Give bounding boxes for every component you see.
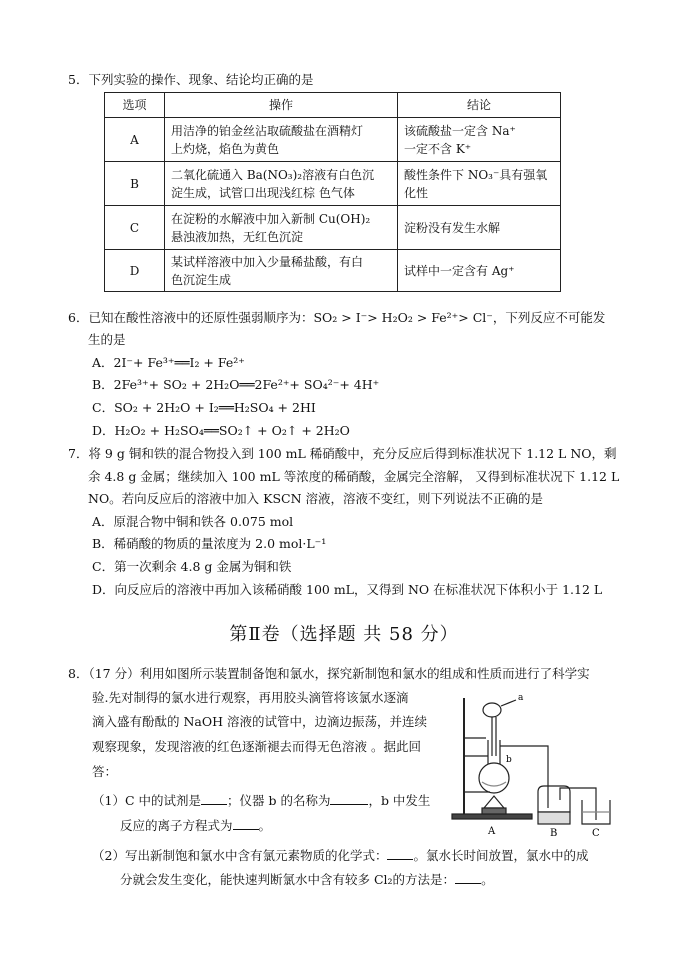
q8-line5: 答： xyxy=(92,764,118,779)
round-bottom-flask xyxy=(479,763,509,793)
q7-option-a: A．原混合物中铜和铁各 0.075 mol xyxy=(92,514,294,529)
label-b: b xyxy=(506,755,512,765)
label-B: B xyxy=(550,828,558,838)
table-row xyxy=(105,206,561,250)
answer-blank xyxy=(330,794,368,805)
row-operation: 在淀粉的水解液中加入新制 Cu(OH)₂ 悬浊液加热，无红色沉淀 xyxy=(165,206,398,250)
header-operation: 操作 xyxy=(165,93,398,118)
q8-part1-line1: （1）C 中的试剂是 ；仪器 b 的名称为 ，b 中发生 xyxy=(92,793,431,808)
q8-line2: 验.先对制得的氯水进行观察，再用胶头滴管将该氯水逐滴 xyxy=(92,690,409,705)
q8-part1-line2: 反应的离子方程式为 。 xyxy=(120,818,272,833)
row-option: D xyxy=(105,250,165,292)
answer-blank xyxy=(233,819,259,830)
separatory-funnel xyxy=(483,703,501,717)
label-C: C xyxy=(592,828,600,838)
q8-part2-line1: （2）写出新制饱和氯水中含有氯元素物质的化学式： 。氯水长时间放置，氯水中的成 xyxy=(92,848,589,863)
row-conclusion: 淀粉没有发生水解 xyxy=(398,206,561,250)
row-conclusion: 酸性条件下 NO₃⁻具有强氧 化性 xyxy=(398,162,561,206)
q6-stem-line1: 6．已知在酸性溶液中的还原性强弱顺序为：SO₂ > I⁻> H₂O₂ > Fe²⁺> Cl⁻，下列反应不可能发 xyxy=(68,310,606,325)
q6-option-b: B．2Fe³⁺+ SO₂ + 2H₂O══2Fe²⁺+ SO₄²⁻+ 4H⁺ xyxy=(92,377,380,392)
q7-option-d: D．向反应后的溶液中再加入该稀硝酸 100 mL，又得到 NO 在标准状况下体积小于 1.12 L xyxy=(92,582,603,597)
q8-line1: 8．（17 分）利用如图所示装置制备饱和氯水，探究新制饱和氯水的组成和性质而进行了科学实 xyxy=(68,666,590,681)
q7-option-c: C．第一次剩余 4.8 g 金属为铜和铁 xyxy=(92,559,292,574)
row-option: A xyxy=(105,118,165,162)
q7-option-b: B．稀硝酸的物质的量浓度为 2.0 mol·L⁻¹ xyxy=(92,536,327,551)
header-option: 选项 xyxy=(105,93,165,118)
label-a: a xyxy=(518,693,524,703)
answer-blank xyxy=(387,849,413,860)
row-option: C xyxy=(105,206,165,250)
q6-stem-line2: 生的是 xyxy=(88,332,126,347)
answer-blank xyxy=(455,873,481,884)
table-header-row xyxy=(105,93,561,118)
row-conclusion: 该硫酸盐一定含 Na⁺ 一定不含 K⁺ xyxy=(398,118,561,162)
q7-stem-line3: NO。若向反应后的溶液中加入 KSCN 溶液，溶液不变红，则下列说法不正确的是 xyxy=(88,491,544,506)
row-operation: 二氧化硫通入 Ba(NO₃)₂溶液有白色沉 淀生成，试管口出现浅红棕 色气体 xyxy=(165,162,398,206)
q5-table xyxy=(104,92,561,292)
q6-option-a: A．2I⁻+ Fe³⁺══I₂ + Fe²⁺ xyxy=(92,355,245,370)
apparatus-figure xyxy=(438,690,616,838)
stand-base xyxy=(452,814,532,819)
answer-blank xyxy=(201,794,227,805)
q5-stem: 5．下列实验的操作、现象、结论均正确的是 xyxy=(68,72,314,87)
row-option: B xyxy=(105,162,165,206)
q6-option-d: D．H₂O₂ + H₂SO₄══SO₂↑ + O₂↑ + 2H₂O xyxy=(92,423,350,438)
q8-line4: 观察现象，发现溶液的红色逐渐褪去而得无色溶液 。据此回 xyxy=(92,739,421,754)
q8-line3: 滴入盛有酚酞的 NaOH 溶液的试管中，边滴边振荡，并连续 xyxy=(92,714,427,729)
row-operation: 某试样溶液中加入少量稀盐酸，有白 色沉淀生成 xyxy=(165,250,398,292)
row-conclusion: 试样中一定含有 Ag⁺ xyxy=(398,250,561,292)
table-row xyxy=(105,250,561,292)
q8-part2-line2: 分就会发生变化，能快速判断氯水中含有较多 Cl₂的方法是： 。 xyxy=(120,872,494,887)
table-row xyxy=(105,118,561,162)
label-A: A xyxy=(488,826,496,837)
gas-bottle-b xyxy=(538,786,570,812)
header-conclusion: 结论 xyxy=(398,93,561,118)
table-row xyxy=(105,162,561,206)
row-operation: 用洁净的铂金丝沾取硫酸盐在酒精灯 上灼烧，焰色为黄色 xyxy=(165,118,398,162)
section-title: 第Ⅱ卷（选择题 共 58 分） xyxy=(229,624,459,645)
q6-option-c: C．SO₂ + 2H₂O + I₂══H₂SO₄ + 2HI xyxy=(92,400,316,415)
q7-stem-line2: 余 4.8 g 金属；继续加入 100 mL 等浓度的稀硝酸，金属完全溶解， 又得到标准状况下 1.12 L xyxy=(88,469,620,484)
q7-stem-line1: 7．将 9 g 铜和铁的混合物投入到 100 mL 稀硝酸中，充分反应后得到标准状况下 1.12 L NO，剩 xyxy=(68,446,617,461)
